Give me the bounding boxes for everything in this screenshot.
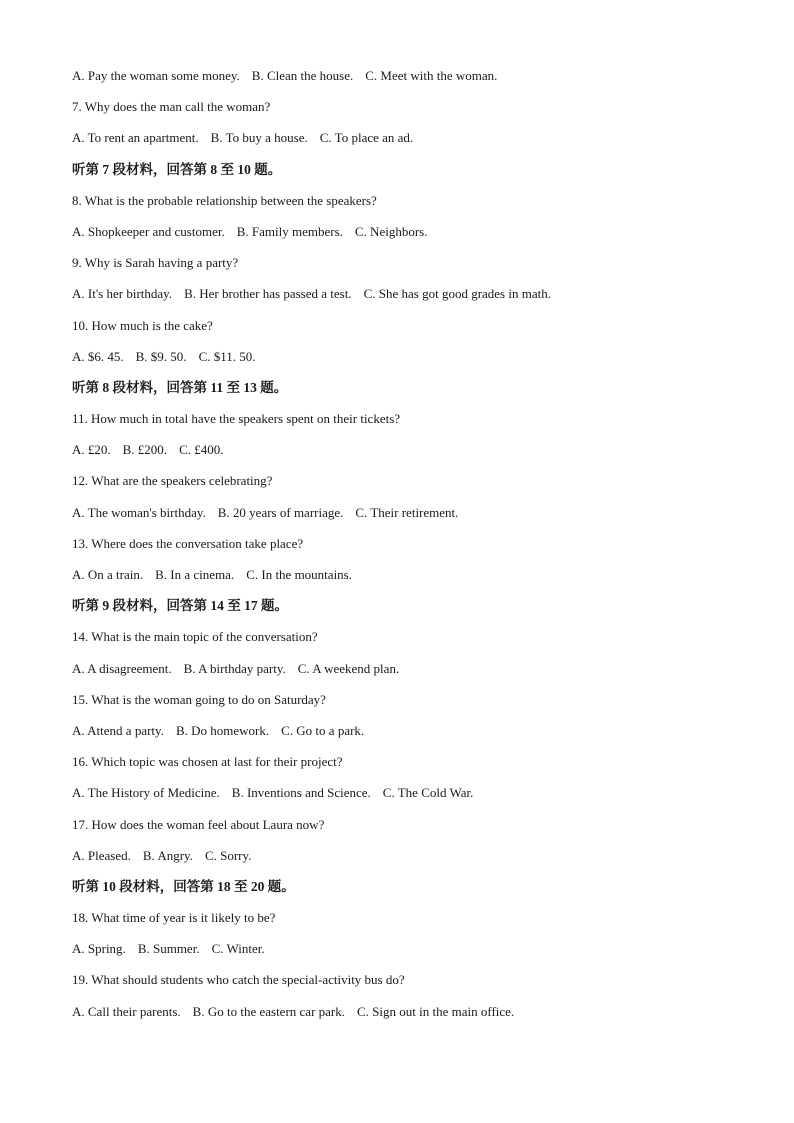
answer-option: C. Their retirement. — [355, 504, 459, 520]
section-heading: 听第 8 段材料，回答第 11 至 13 题。 — [72, 379, 288, 395]
question-text: 10. How much is the cake? — [72, 317, 213, 333]
answer-option: C. She has got good grades in math. — [363, 286, 551, 302]
question-text: 9. Why is Sarah having a party? — [72, 255, 239, 271]
question-text: 13. Where does the conversation take place? — [72, 535, 304, 551]
answer-option: C. Sign out in the main office. — [357, 1003, 515, 1019]
answer-option: A. £20. — [72, 442, 111, 458]
answer-option: C. Neighbors. — [354, 223, 428, 239]
answer-options — [72, 347, 752, 378]
answer-option: C. Meet with the woman. — [365, 68, 498, 83]
answer-option: B. Her brother has passed a test. — [184, 286, 352, 302]
answer-option: A. The History of Medicine. — [72, 785, 220, 801]
answer-option: B. 20 years of marriage. — [217, 504, 344, 520]
answer-option: A. Pay the woman some money. — [72, 68, 240, 83]
answer-option: B. £200. — [122, 442, 168, 458]
answer-option: B. In a cinema. — [155, 567, 235, 582]
answer-option: A. To rent an apartment. — [72, 130, 199, 146]
section-heading: 听第 10 段材料，回答第 18 至 20 题。 — [72, 878, 295, 894]
answer-option: C. £400. — [179, 442, 224, 458]
question-text: 19. What should students who catch the special-activity bus do? — [72, 972, 405, 988]
question-text: 16. Which topic was chosen at last for their project? — [72, 754, 343, 770]
answer-option: C. Winter. — [211, 941, 265, 957]
answer-options — [72, 1002, 752, 1033]
answer-options — [72, 66, 752, 97]
question-text: 18. What time of year is it likely to be? — [72, 910, 276, 926]
answer-options — [72, 939, 752, 970]
answer-option: C. To place an ad. — [319, 130, 414, 146]
answer-option: A. Shopkeeper and customer. — [72, 223, 225, 239]
answer-option: B. $9. 50. — [135, 348, 187, 364]
answer-option: A. The woman's birthday. — [72, 504, 206, 520]
answer-option: A. It's her birthday. — [72, 286, 173, 302]
answer-option: C. Sorry. — [204, 847, 252, 863]
answer-option: B. Clean the house. — [251, 68, 354, 83]
document-page — [72, 66, 752, 1033]
answer-options — [72, 284, 752, 315]
section-heading: 听第 9 段材料，回答第 14 至 17 题。 — [72, 598, 288, 614]
answer-options — [72, 846, 752, 877]
question-text: 17. How does the woman feel about Laura now? — [72, 816, 325, 832]
answer-options — [72, 128, 752, 159]
answer-option: C. Go to a park. — [281, 722, 365, 738]
question-text: 14. What is the main topic of the conversation? — [72, 629, 318, 645]
answer-options — [72, 565, 752, 596]
answer-options — [72, 721, 752, 752]
answer-option: C. $11. 50. — [198, 348, 256, 364]
question-text: 11. How much in total have the speakers spent on their tickets? — [72, 411, 401, 427]
answer-options — [72, 440, 752, 471]
answer-options — [72, 659, 752, 690]
section-heading: 听第 7 段材料，回答第 8 至 10 题。 — [72, 161, 282, 177]
answer-option: B. To buy a house. — [210, 130, 308, 146]
answer-option: A. A disagreement. — [72, 660, 172, 676]
answer-option: C. In the mountains. — [246, 567, 352, 582]
question-text: 12. What are the speakers celebrating? — [72, 473, 273, 489]
answer-option: B. A birthday party. — [183, 660, 286, 676]
answer-option: B. Inventions and Science. — [231, 785, 371, 801]
answer-option: B. Summer. — [137, 941, 200, 957]
answer-option: A. Attend a party. — [72, 722, 164, 738]
answer-option: A. Pleased. — [72, 847, 131, 863]
answer-option: B. Go to the eastern car park. — [192, 1003, 346, 1019]
answer-option: B. Angry. — [142, 847, 193, 863]
answer-option: C. The Cold War. — [382, 785, 474, 801]
answer-option: A. Call their parents. — [72, 1003, 181, 1019]
answer-options — [72, 222, 752, 253]
answer-options — [72, 503, 752, 534]
question-text: 8. What is the probable relationship between the speakers? — [72, 192, 377, 208]
answer-option: A. Spring. — [72, 941, 126, 957]
question-text: 7. Why does the man call the woman? — [72, 99, 271, 115]
question-text: 15. What is the woman going to do on Saturday? — [72, 691, 326, 707]
answer-option: A. $6. 45. — [72, 348, 124, 364]
answer-option: A. On a train. — [72, 567, 144, 582]
answer-option: C. A weekend plan. — [297, 660, 400, 676]
answer-option: B. Do homework. — [175, 722, 270, 738]
answer-option: B. Family members. — [236, 223, 343, 239]
answer-options — [72, 783, 752, 814]
